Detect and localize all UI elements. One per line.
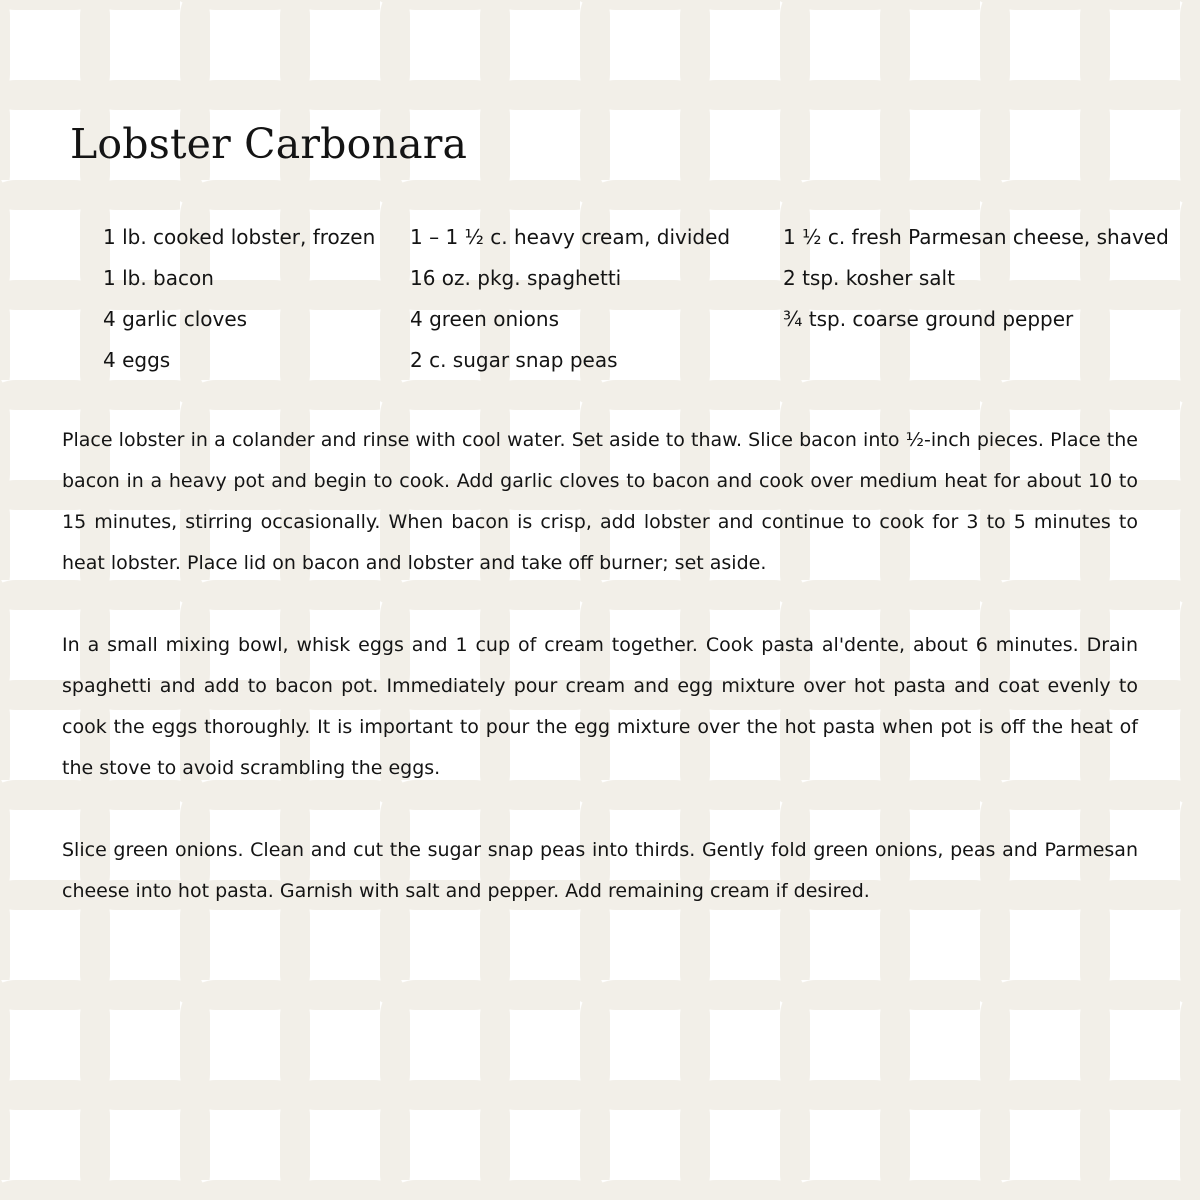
- ingredients-column-3: [783, 217, 1169, 340]
- ingredient-item: 1 – 1 ½ c. heavy cream, divided: [410, 225, 731, 249]
- ingredient-item: 1 lb. bacon: [103, 266, 214, 290]
- ingredient-item: 4 green onions: [410, 307, 560, 331]
- ingredient-item: 1 ½ c. fresh Parmesan cheese, shaved: [783, 225, 1169, 249]
- ingredients-list: [0, 217, 1200, 387]
- ingredient-item: 16 oz. pkg. spaghetti: [410, 266, 622, 290]
- ingredient-item: ¾ tsp. coarse ground pepper: [783, 307, 1074, 331]
- ingredients-column-1: [103, 217, 375, 381]
- instruction-step-1: Place lobster in a colander and rinse with cool water. Set aside to thaw. Slice bacon into ½-inch pieces. Place the bacon in a heavy pot and begin to cook. Add garlic cloves to bacon and cook over medium heat for about 10 to 15 minutes, stirring occasionally. When bacon is crisp, add lobster and continue to cook for 3 to 5 minutes to heat lobster. Place lid on bacon and lobster and take off burner; set aside.: [62, 429, 1138, 574]
- ingredient-item: 4 eggs: [103, 348, 171, 372]
- recipe-title: Lobster Carbonara: [70, 120, 468, 168]
- instructions: [62, 420, 1138, 953]
- ingredient-item: 2 c. sugar snap peas: [410, 348, 618, 372]
- ingredient-item: 4 garlic cloves: [103, 307, 248, 331]
- ingredient-item: 1 lb. cooked lobster, frozen: [103, 225, 376, 249]
- instruction-step-2: In a small mixing bowl, whisk eggs and 1 cup of cream together. Cook pasta al'dente, about 6 minutes. Drain spaghetti and add to bacon pot. Immediately pour cream and egg mixture over hot pasta and coat evenly to cook the eggs thoroughly. It is important to pour the egg mixture over the hot pasta when pot is off the heat of the stove to avoid scrambling the eggs.: [62, 634, 1138, 779]
- ingredient-item: 2 tsp. kosher salt: [783, 266, 955, 290]
- ingredients-column-2: [410, 217, 730, 381]
- instruction-step-3: Slice green onions. Clean and cut the sugar snap peas into thirds. Gently fold green onions, peas and Parmesan cheese into hot pasta. Garnish with salt and pepper. Add remaining cream if desired.: [62, 839, 1138, 902]
